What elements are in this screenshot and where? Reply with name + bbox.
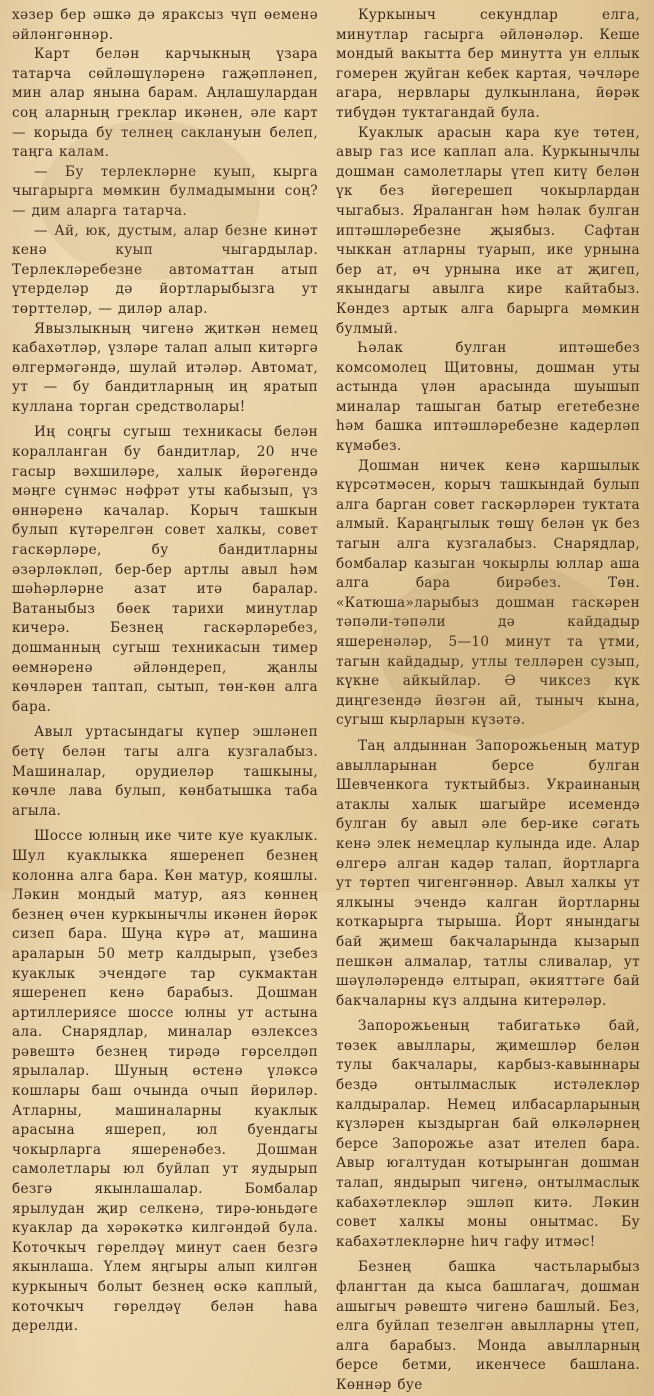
paragraph: Запорожьеның табигатькә бай, төзек авыллары, җимешләр белән тулы бакчалары, карбыз-кавыннары бездә онтылмаслык истәлекләр калдыралар. Немец илбасарларының күзләрен кыздырган бай өлкәләрнең берсе Запорожье азат ителеп бара. Авыр югалтудан котырынган дошман талап, яндырып чигенә, онтылмаслык кабахәтлекләр эшләп китә. Ләкин совет халкы моны онытмас. Бу кабахәтлекләрне һич гафу итмәс! (336, 1018, 640, 1250)
paragraph: Иң соңгы сугыш техникасы белән коралланган бу бандитлар, 20 нче гасыр вәхшиләре, халык йөрәгендә мәңге сүнмәс нәфрәт уты кабызып, үз өннәренә качалар. Корыч ташкын булып күтәрелгән совет халкы, совет гаскәрләре, бу бандитларны әзәрләкләп, бер-бер артлы авыл һәм шәһәрләрне азат итә баралар. Ватаныбыз бөек тарихи минутлар кичерә. Безнең гаскәрләребез, дошманның сугыш техникасын тимер өемнәренә әйләндереп, җанлы көчләрен таптап, сытып, төн-көн алга бара. (12, 424, 318, 715)
column-right (334, 6, 640, 1393)
paragraph: хәзер бер әшкә дә яраксыз чүп өеменә әйләнгәннәр. (12, 7, 318, 43)
paragraph: Таң алдыннан Запорожьеның матур авылларынан берсе булган Шевченкога туктыйбыз. Украинаның атаклы халык шагыйре исемендә булган бу авыл әле бер-ике сәгать кенә элек немецлар кулында иде. Алар өлгерә алган кадәр талап, йортларга ут төртеп чигенгәннәр. Авыл халкы ут ялкыны эчендә калган йортларны коткарырга тырыша. Йорт янындагы бай җимеш бакчаларында кызарып пешкән алмалар, татлы сливалар, ут шәүләләрендә елтырап, әкияттәге бай бакчаларны күз алдына китерәләр. (336, 737, 640, 1009)
paragraph: — Бу терлекләрне куып, кырга чыгарырга мөмкин булмадымыни соң? — дим аларга татарча. (12, 163, 318, 219)
paragraph: Куаклык арасын кара куе төтен, авыр газ исе каплап ала. Куркынычлы дошман самолетлары үтеп китү белән үк без йөгерешеп чокырлардан чыгабыз. Яраланган һәм һәлак булган иптәшләребезне җыябыз. Сафтан чыккан атларны туарып, ике урнына бер ат, өч урнына ике ат җигеп, якындагы авылга кире кайтабыз. Көндез артык алга барырга мөмкин булмый. (336, 124, 640, 337)
paragraph: — Ай, юк, дустым, алар безне кинәт кенә куып чыгардылар. Терлекләребезне автоматтан атып үтерделәр дә йортларыбызга ут төрттеләр, — диләр алар. (12, 222, 318, 317)
paragraph: Шоссе юлның ике чите куе куаклык. Шул куаклыкка яшеренеп безнең колонна алга бара. Көн матур, кояшлы. Ләкин мондый матур, аяз көннең безнең өчен куркынычлы икәнен йөрәк сизеп бара. Шуңа күрә ат, машина араларын 50 метр калдырып, үзебез куаклык эчендәге тар сукмактан яшеренеп кенә барабыз. Дошман артиллериясе шоссе юлны ут астына ала. Снарядлар, миналар өзлексез рәвештә безнең тирәдә гөрселдәп ярылалар. Шуның өстенә үләксә кошлары баш очында очып йөриләр. Атларны, машиналарны куаклык арасына яшереп, юл буендагы чокырларга яшеренәбез. Дошман самолетлары юл буйлап ут яудырып безгә якынлашалар. Бомбалар ярылудан җир селкенә, тирә-юньдәге куаклар да хәрәкәткә килгәндәй була. Коточкыч гөрелдәү минут саен безгә якынлаша. Үлем яңгыры алып килгән куркыныч болыт безнең өскә каплый, коточкыч гөрелдәү белән һава дерелди. (12, 828, 318, 1335)
paragraph: Куркыныч секундлар елга, минутлар гасырга әйләнәләр. Кеше мондый вакытта бер минутта ун еллык гомерен җуйган кебек картая, чәчләре агара, нервлары дулкынлана, йөрәк тибүдән туктагандай була. (336, 7, 640, 121)
paragraph: Һәлак булган иптәшебез комсомолец Щитовны, дошман уты астында үлән арасында шуышып миналар ташыган батыр егетебезне һәм башка иптәшләребезне кадерләп күмәбез. (336, 340, 640, 455)
paragraph: Авыл уртасындагы күпер эшләнеп бетү белән тагы алга кузгалабыз. Машиналар, орудиеләр ташкыны, көчле лава булып, көнбатышка таба агыла. (12, 724, 318, 819)
paragraph: Явызлыкның чигенә җиткән немец кабахәтләр, үзләре талап алып китәргә өлгермәгәндә, шулай итәләр. Автомат, ут — бу бандитларның иң яратып куллана торган средстволары! (12, 320, 318, 415)
paragraph: Безнең башка частьларыбыз флангтан да кыса башлагач, дошман ашыгыч рәвештә чигенә башлый. Без, елга буйлап тезелгән авылларны үтеп, алга барабыз. Монда авылларның берсе бетми, икенчесе башлана. Көннәр буе (336, 1259, 640, 1393)
paragraph: Дошман ничек кенә каршылык күрсәтмәсен, корыч ташкындай булып алга барган совет гаскәрләрен туктата алмый. Караңгылык төшү белән үк без тагын алга кузгалабыз. Снарядлар, бомбалар казыган чокырлы юллар аша алга бара бирәбез. Төн. «Катюша»ларыбыз дошман гаскәрен тәпәли-тәпәли дә кайдадыр яшеренәләр, 5—10 минут та үтми, тагын кайдадыр, утлы телләрен сузып, күкне айкыйлар. Ә чиксез күк диңгезендә йөзгән ай, тыныч кына, сугыш кырларын күзәтә. (336, 457, 640, 729)
column-left (12, 6, 318, 1335)
paragraph: Карт белән карчыкның үзара татарча сөйләшүләренә гаҗәпләнеп, мин алар янына барам. Аңлашулардан соң аларның греклар икәнен, әле карт — корыда бу телнең саклануын белеп, таңга калам. (12, 46, 318, 161)
